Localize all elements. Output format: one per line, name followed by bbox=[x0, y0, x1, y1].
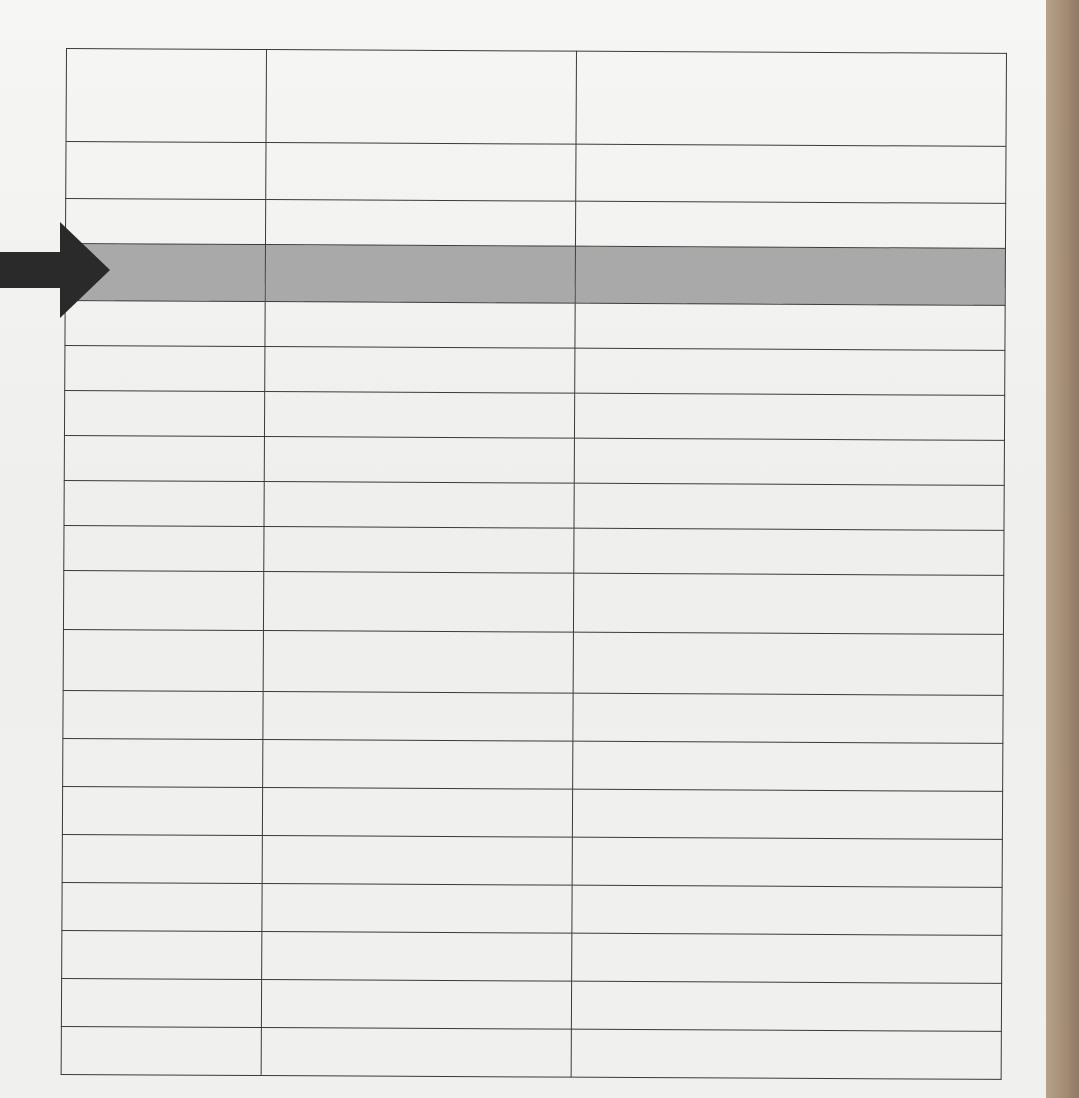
race-most-played bbox=[574, 528, 1004, 575]
race-number bbox=[62, 930, 262, 979]
race-most-played bbox=[574, 393, 1004, 440]
race-number bbox=[63, 738, 263, 787]
race-start-time bbox=[264, 527, 574, 574]
race-row bbox=[62, 930, 1002, 983]
race-start-time bbox=[265, 302, 575, 349]
meeting-header-r1 bbox=[66, 49, 1006, 147]
race-start-time bbox=[265, 245, 575, 304]
race-row bbox=[62, 786, 1002, 839]
race-row bbox=[65, 199, 1005, 249]
column-header-departs bbox=[266, 143, 576, 202]
meeting-discipline bbox=[576, 51, 1006, 146]
race-row bbox=[64, 435, 1004, 485]
race-most-played bbox=[573, 741, 1003, 791]
race-number bbox=[62, 786, 262, 835]
race-most-played bbox=[575, 303, 1005, 350]
race-number bbox=[65, 345, 265, 391]
race-row bbox=[64, 525, 1004, 575]
race-start-time bbox=[261, 1028, 571, 1078]
meeting-code bbox=[66, 49, 266, 143]
meeting-header-r3 bbox=[63, 570, 1003, 634]
race-most-played bbox=[574, 438, 1004, 485]
race-start-time bbox=[265, 200, 575, 247]
race-most-played bbox=[571, 981, 1001, 1031]
race-start-time bbox=[262, 884, 572, 934]
column-header-picks bbox=[573, 632, 1003, 695]
race-number bbox=[64, 480, 264, 526]
race-most-played bbox=[572, 837, 1002, 887]
race-row bbox=[65, 300, 1005, 350]
race-start-time bbox=[264, 392, 574, 439]
race-row bbox=[64, 480, 1004, 530]
race-row bbox=[65, 243, 1005, 305]
meeting-code bbox=[63, 570, 263, 630]
column-header-courses bbox=[63, 629, 263, 691]
race-most-played bbox=[575, 348, 1005, 395]
race-start-time bbox=[265, 347, 575, 394]
race-most-played bbox=[571, 1029, 1001, 1079]
race-number bbox=[62, 882, 262, 931]
race-start-time bbox=[262, 788, 572, 838]
race-most-played bbox=[573, 693, 1003, 743]
race-start-time bbox=[263, 740, 573, 790]
race-number bbox=[61, 978, 261, 1027]
race-start-time bbox=[262, 836, 572, 886]
meeting-discipline bbox=[573, 573, 1003, 634]
column-header-picks bbox=[576, 144, 1006, 203]
race-row bbox=[62, 834, 1002, 887]
races-table bbox=[61, 48, 1007, 1080]
race-number bbox=[62, 834, 262, 883]
race-start-time bbox=[263, 692, 573, 742]
race-row bbox=[63, 738, 1003, 791]
column-header-courses bbox=[66, 142, 266, 200]
race-row bbox=[61, 978, 1001, 1031]
race-number bbox=[64, 525, 264, 571]
race-row bbox=[61, 1026, 1001, 1079]
column-header-row-r3 bbox=[63, 629, 1003, 695]
race-start-time bbox=[264, 437, 574, 484]
race-most-played bbox=[572, 885, 1002, 935]
race-most-played bbox=[572, 789, 1002, 839]
race-number bbox=[64, 435, 264, 481]
race-number bbox=[61, 1026, 261, 1075]
race-number bbox=[63, 690, 263, 739]
race-most-played bbox=[575, 201, 1005, 248]
race-start-time bbox=[261, 980, 571, 1030]
race-row bbox=[64, 390, 1004, 440]
background-wall bbox=[1046, 0, 1079, 1098]
race-row bbox=[65, 345, 1005, 395]
column-header-departs bbox=[263, 631, 573, 694]
column-header-row-r1 bbox=[66, 142, 1006, 204]
race-start-time bbox=[262, 932, 572, 982]
race-most-played bbox=[575, 246, 1005, 305]
race-number bbox=[64, 390, 264, 436]
race-row bbox=[63, 690, 1003, 743]
races-table-container bbox=[66, 48, 1006, 1075]
meeting-venue bbox=[263, 572, 573, 633]
race-most-played bbox=[574, 483, 1004, 530]
race-row bbox=[62, 882, 1002, 935]
meeting-venue bbox=[266, 50, 576, 145]
race-start-time bbox=[264, 482, 574, 529]
arrow-right-icon bbox=[0, 222, 110, 318]
race-most-played bbox=[572, 933, 1002, 983]
